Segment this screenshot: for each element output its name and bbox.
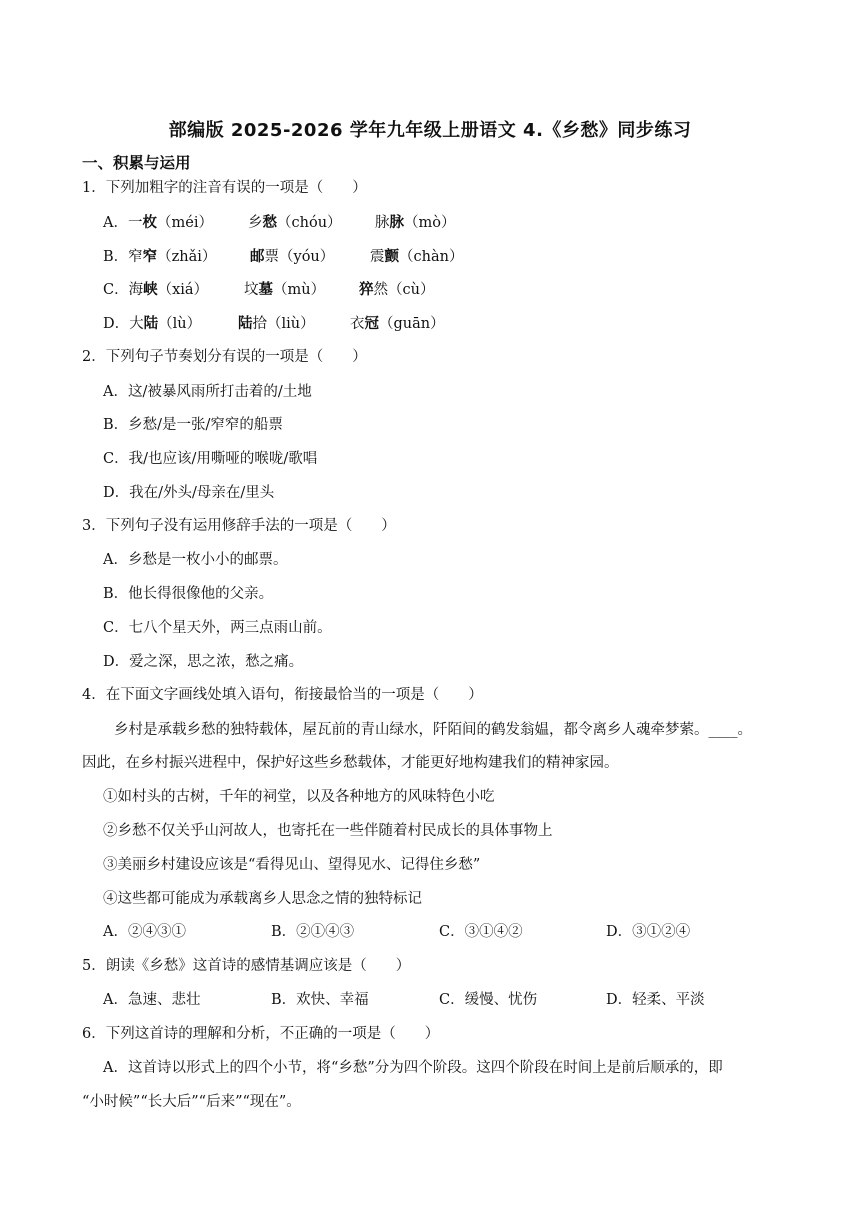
- text: 乡: [248, 215, 263, 231]
- q2-option-b: B．乡愁/是一张/窄窄的船票: [103, 417, 283, 433]
- q1-option-c: [103, 280, 208, 300]
- q4-passage-line-1: 乡村是承载乡愁的独特载体，屋瓦前的青山绿水，阡陌间的鹤发翁媪，都令离乡人魂牵梦萦。____。: [114, 722, 752, 738]
- q4-sentence-1: ①如村头的古树，千年的祠堂，以及各种地方的风味特色小吃: [103, 789, 495, 805]
- q3-option-a: A．乡愁是一枚小小的邮票。: [103, 552, 288, 568]
- q4-option-d: D．③①②④: [606, 924, 691, 940]
- pinyin: （chóu）: [277, 215, 342, 231]
- q2-option-d: D．我在/外头/母亲在/里头: [103, 485, 275, 501]
- q1-option-c-item2: [244, 280, 325, 300]
- q1-option-a: [103, 213, 213, 233]
- text: 拾: [252, 316, 267, 332]
- q2-option-c: C．我/也应该/用嘶哑的喉咙/歌唱: [103, 451, 318, 467]
- q4-sentence-3: ③美丽乡村建设应该是“看得见山、望得见水、记得住乡愁”: [103, 857, 481, 873]
- q3-option-c: C．七八个星天外，两三点雨山前。: [103, 620, 332, 636]
- text: 票: [264, 249, 279, 265]
- bold-char: 猝: [359, 281, 374, 298]
- q1-option-a-item2: [248, 213, 342, 233]
- pinyin: （liù）: [267, 316, 315, 332]
- section-heading: 一、积累与运用: [82, 154, 191, 172]
- pinyin: （méi）: [156, 215, 213, 231]
- text: 震: [370, 249, 385, 265]
- q1-option-c-item3: [359, 280, 434, 300]
- pinyin: （mù）: [273, 282, 326, 298]
- q1-option-b-item3: [370, 247, 463, 267]
- question-6-stem: 6．下列这首诗的理解和分析，不正确的一项是（ ）: [82, 1026, 440, 1042]
- q4-option-a: A．②④③①: [103, 924, 186, 940]
- pinyin: （guān）: [379, 316, 445, 332]
- question-2-stem: 2．下列句子节奏划分有误的一项是（ ）: [82, 349, 367, 365]
- pinyin: （zhǎi）: [157, 249, 217, 265]
- q4-passage-line-2: 因此，在乡村振兴进程中，保护好这些乡愁载体，才能更好地构建我们的精神家园。: [82, 755, 619, 771]
- pinyin: （chàn）: [399, 249, 464, 265]
- q5-option-b: B．欢快、幸福: [271, 992, 369, 1008]
- question-1-stem: 1．下列加粗字的注音有误的一项是（ ）: [82, 180, 367, 196]
- text: 海: [128, 282, 144, 298]
- text: 脉: [375, 215, 390, 231]
- text: 然: [373, 282, 388, 298]
- bold-char: 颤: [384, 248, 399, 265]
- bold-char: 峡: [143, 281, 158, 298]
- q4-sentence-2: ②乡愁不仅关乎山河故人，也寄托在一些伴随着村民成长的具体事物上: [103, 823, 553, 839]
- q1-option-b: [103, 247, 216, 267]
- question-4-stem: 4．在下面文字画线处填入语句，衔接最恰当的一项是（ ）: [82, 687, 483, 703]
- q1-option-a-item3: [375, 213, 455, 233]
- q5-option-a: A．急速、悲壮: [103, 992, 201, 1008]
- bold-char: 陆: [143, 315, 159, 332]
- option-label: B．: [103, 249, 129, 265]
- text: 衣: [350, 316, 365, 332]
- q2-option-a: A．这/被暴风雨所打击着的/土地: [103, 384, 312, 400]
- q6-option-a-line-2: “小时候”“长大后”“后来”“现在”。: [82, 1094, 301, 1110]
- pinyin: （xiá）: [157, 282, 209, 298]
- bold-char: 窄: [142, 248, 158, 265]
- page-title: 部编版 2025-2026 学年九年级上册语文 4.《乡愁》同步练习: [168, 120, 692, 141]
- option-label: C．: [103, 282, 129, 298]
- q4-option-b: B．②①④③: [271, 924, 355, 940]
- q6-option-a-line-1: A．这首诗以形式上的四个小节，将“乡愁”分为四个阶段。这四个阶段在时间上是前后顺承的，即: [103, 1060, 723, 1076]
- bold-char: 脉: [389, 214, 404, 231]
- q1-option-d-item3: [350, 314, 445, 334]
- pinyin: （yóu）: [279, 249, 335, 265]
- pinyin: （cù）: [388, 282, 435, 298]
- bold-char: 冠: [364, 315, 379, 332]
- pinyin: （mò）: [404, 215, 456, 231]
- option-label: A．: [103, 215, 128, 231]
- q5-option-d: D．轻柔、平淡: [606, 992, 705, 1008]
- text: 窄: [128, 249, 143, 265]
- q3-option-d: D．爱之深，思之浓，愁之痛。: [103, 654, 304, 670]
- q4-sentence-4: ④这些都可能成为承载离乡人思念之情的独特标记: [103, 891, 422, 907]
- q1-option-b-item2: [250, 247, 334, 267]
- q4-option-c: C．③①④②: [439, 924, 523, 940]
- q1-option-d: [103, 314, 201, 334]
- bold-char: 愁: [262, 214, 277, 231]
- pinyin: （lù）: [158, 316, 202, 332]
- bold-char: 枚: [142, 214, 157, 231]
- text: 大: [129, 316, 144, 332]
- option-label: D．: [103, 316, 130, 332]
- text: 坟: [244, 282, 259, 298]
- bold-char: 邮: [250, 248, 265, 265]
- q3-option-b: B．他长得很像他的父亲。: [103, 586, 274, 602]
- q1-option-d-item2: [238, 314, 315, 334]
- bold-char: 陆: [238, 315, 253, 332]
- bold-char: 墓: [258, 281, 273, 298]
- text: 一: [127, 215, 143, 231]
- question-3-stem: 3．下列句子没有运用修辞手法的一项是（ ）: [82, 518, 396, 534]
- question-5-stem: 5．朗读《乡愁》这首诗的感情基调应该是（ ）: [82, 958, 411, 974]
- q5-option-c: C．缓慢、忧伤: [439, 992, 538, 1008]
